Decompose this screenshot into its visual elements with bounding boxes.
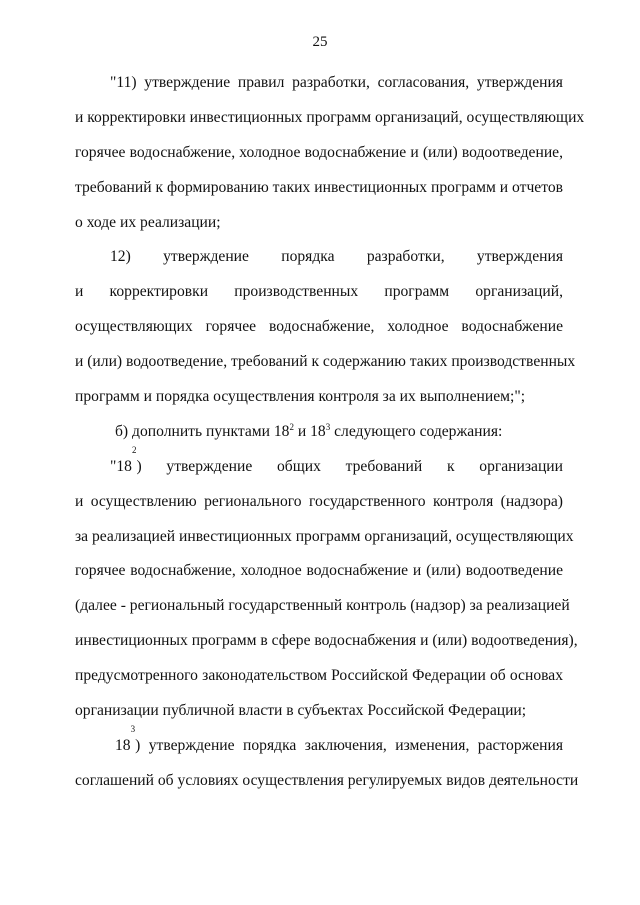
page-number: 25 xyxy=(312,34,328,50)
text-line-17: инвестиционных программ в сфере водоснабжения и (или) водоотведения), xyxy=(75,632,578,650)
text-line-3: горячее водоснабжение, холодное водоснабжение и (или) водоотведение, xyxy=(75,143,563,161)
text-line-10: программ и порядка осуществления контроля за их выполнением;"; xyxy=(75,388,526,406)
text-line-18: предусмотренного законодательством Российской Федерации об основах xyxy=(75,667,563,685)
text-line-7: и корректировки производственных программ организаций, xyxy=(75,283,563,301)
text-line-2: и корректировки инвестиционных программ организаций, осуществляющих xyxy=(75,108,585,126)
text-line-20 xyxy=(75,723,563,764)
text-segment: ) утверждение общих требований к организации xyxy=(136,457,563,475)
text-segment: следующего содержания: xyxy=(330,422,503,440)
text-line-16: (далее - региональный государственный контроль (надзор) за реализацией xyxy=(75,597,570,615)
text-segment: б) дополнить пунктами 18 xyxy=(115,422,290,440)
superscript: 2 xyxy=(131,444,137,455)
text-line-4: требований к формированию таких инвестиционных программ и отчетов xyxy=(75,178,563,196)
text-line-1: "11) утверждение правил разработки, согласования, утверждения xyxy=(110,74,563,91)
superscript: 2 xyxy=(289,421,294,432)
text-line-9: и (или) водоотведение, требований к содержанию таких производственных xyxy=(75,353,576,371)
document-body xyxy=(75,66,585,799)
text-line-8: осуществляющих горячее водоснабжение, холодное водоснабжение xyxy=(75,318,563,336)
text-segment: и 18 xyxy=(293,422,326,440)
text-line-13: и осуществлению регионального государственного контроля (надзора) xyxy=(75,492,563,510)
superscript: 3 xyxy=(130,723,136,734)
text-line-6: 12) утверждение порядка разработки, утверждения xyxy=(110,248,563,266)
text-line-15: горячее водоснабжение, холодное водоснабжение и (или) водоотведение xyxy=(75,562,563,580)
text-segment: ) утверждение порядка заключения, изменения, расторжения xyxy=(135,736,563,754)
text-segment: 18 xyxy=(115,736,131,754)
text-line-21: соглашений об условиях осуществления регулируемых видов деятельности xyxy=(75,771,579,789)
text-line-12 xyxy=(75,444,563,485)
text-line-19: организации публичной власти в субъектах Российской Федерации; xyxy=(75,702,527,720)
text-line-14: за реализацией инвестиционных программ организаций, осуществляющих xyxy=(75,527,574,545)
text-line-5: о ходе их реализации; xyxy=(75,213,221,231)
text-segment: "18 xyxy=(110,457,132,475)
text-line-11 xyxy=(75,415,563,450)
superscript: 3 xyxy=(325,421,331,432)
